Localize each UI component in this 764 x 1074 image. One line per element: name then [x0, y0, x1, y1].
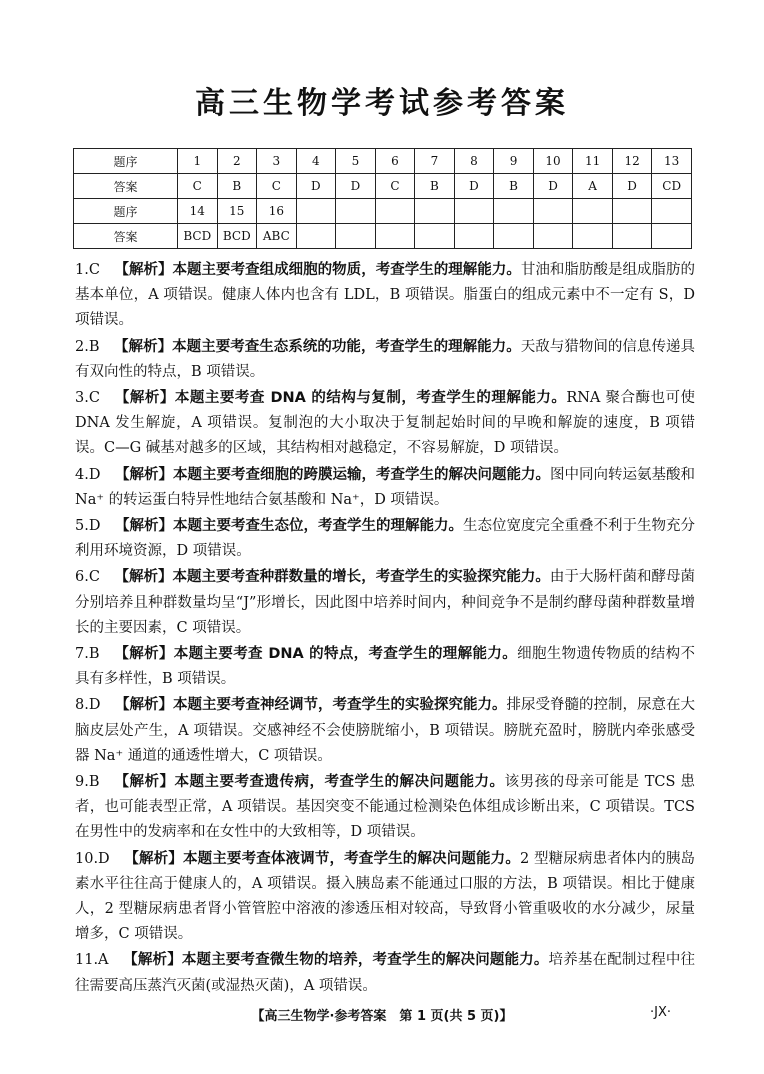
item-focus: 本题主要考查遗传病，考查学生的解决问题能力。 — [174, 774, 505, 791]
answer-table-cell: D — [612, 174, 652, 199]
analysis-tag: 【解析】 — [124, 850, 183, 867]
analysis-tag: 【解析】 — [114, 338, 173, 355]
explanation-item — [75, 642, 695, 692]
answer-table-cell: 10 — [533, 149, 573, 174]
item-number: 11.A — [75, 952, 109, 969]
item-number: 9.B — [75, 774, 100, 791]
page-title: 高三生物学考试参考答案 — [195, 86, 569, 121]
item-text: 培养基在配制过程中往往需要高压蒸汽灭菌(或湿热灭菌)，A 项错误。 — [75, 952, 696, 994]
answer-table-cell — [533, 224, 573, 249]
answer-table-cell: B — [415, 174, 455, 199]
analysis-tag: 【解析】 — [114, 569, 173, 586]
analysis-tag: 【解析】 — [114, 697, 173, 714]
analysis-tag: 【解析】 — [114, 774, 175, 791]
item-number: 10.D — [75, 850, 110, 867]
analysis-tag: 【解析】 — [114, 390, 175, 407]
item-number: 8.D — [75, 697, 101, 714]
item-focus: 本题主要考查细胞的跨膜运输，考查学生的解决问题能力。 — [172, 466, 551, 483]
answer-table — [73, 148, 692, 249]
answer-table-cell — [652, 199, 692, 224]
answer-table-cell — [415, 224, 455, 249]
analysis-tag: 【解析】 — [114, 646, 174, 663]
answer-table-cell — [375, 224, 415, 249]
analysis-tag: 【解析】 — [114, 262, 173, 278]
item-text: 生态位宽度完全重叠不利于生物充分利用环境资源，D 项错误。 — [75, 518, 696, 560]
item-number: 4.D — [75, 466, 101, 483]
answer-table-row — [74, 224, 692, 249]
answer-table-cell: 5 — [336, 149, 376, 174]
explanation-list — [75, 258, 695, 1000]
item-focus: 本题主要考查组成细胞的物质，考查学生的理解能力。 — [172, 262, 521, 278]
footer-code: ·JX· — [650, 1005, 672, 1020]
analysis-tag: 【解析】 — [114, 518, 173, 535]
item-number: 6.C — [75, 569, 100, 586]
explanation-item — [75, 514, 695, 564]
item-focus: 本题主要考查种群数量的增长，考查学生的实验探究能力。 — [172, 569, 550, 586]
item-focus: 本题主要考查生态位，考查学生的理解能力。 — [172, 518, 463, 535]
explanation-item — [75, 565, 695, 641]
answer-table-cell: C — [178, 174, 218, 199]
item-focus: 本题主要考查体液调节，考查学生的解决问题能力。 — [182, 850, 520, 867]
item-number: 1.C — [75, 262, 100, 278]
answer-table-cell — [573, 224, 613, 249]
answer-table-row — [74, 174, 692, 199]
answer-table-cell: 7 — [415, 149, 455, 174]
explanation-item — [75, 463, 695, 513]
item-text: RNA 聚合酶也可使 DNA 发生解旋，A 项错误。复制泡的大小取决于复制起始时间的早晚和解旋的速度，B 项错误。C—G 碱基对越多的区域，其结构相对越稳定，不容易解旋，D 项错误。 — [75, 390, 695, 457]
item-number: 2.B — [75, 338, 100, 355]
answer-table-cell — [573, 199, 613, 224]
answer-table-cell — [494, 224, 534, 249]
answer-table-cell — [336, 199, 376, 224]
analysis-tag: 【解析】 — [114, 466, 173, 483]
answer-table-cell — [494, 199, 534, 224]
answer-table-cell: D — [533, 174, 573, 199]
item-text: 排尿受脊髓的控制，尿意在大脑皮层处产生，A 项错误。交感神经不会使膀胱缩小，B 项错误。膀胱充盈时，膀胱内牵张感受器 Na⁺ 通道的通透性增大，C 项错误。 — [75, 697, 696, 764]
answer-table-cell: 8 — [454, 149, 494, 174]
item-text: 该男孩的母亲可能是 TCS 患者，也可能表型正常，A 项错误。基因突变不能通过检测染色体组成诊断出来，C 项错误。TCS 在男性中的发病率和在女性中的大致相等，D 项错误。 — [75, 774, 696, 841]
answer-table-cell: A — [573, 174, 613, 199]
answer-table-cell: D — [454, 174, 494, 199]
answer-table-cell — [454, 199, 494, 224]
answer-table-cell: D — [336, 174, 376, 199]
explanation-item — [75, 847, 695, 948]
answer-table-cell — [296, 199, 336, 224]
answer-table-cell — [454, 224, 494, 249]
answer-table-cell: BCD — [217, 224, 257, 249]
item-focus: 本题主要考查神经调节，考查学生的实验探究能力。 — [172, 697, 507, 714]
item-text: 由于大肠杆菌和酵母菌分别培养且种群数量均呈“J”形增长，因此图中培养时间内，种间竞争不是制约酵母菌种群数量增长的主要因素，C 项错误。 — [75, 569, 696, 636]
answer-table-cell: ABC — [257, 224, 297, 249]
answer-table-cell: 13 — [652, 149, 692, 174]
answer-table-cell: B — [494, 174, 534, 199]
answer-table-cell: 2 — [217, 149, 257, 174]
item-text: 细胞生物遗传物质的结构不具有多样性，B 项错误。 — [75, 646, 696, 688]
explanation-item — [75, 770, 695, 846]
answer-table-cell: C — [257, 174, 297, 199]
answer-table-cell: D — [296, 174, 336, 199]
answer-table-cell — [652, 224, 692, 249]
item-number: 3.C — [75, 390, 100, 407]
answer-table-cell: 14 — [178, 199, 218, 224]
answer-table-header-cell: 答案 — [74, 224, 178, 249]
answer-table-cell — [296, 224, 336, 249]
answer-table-cell — [533, 199, 573, 224]
answer-table-cell: C — [375, 174, 415, 199]
answer-table-cell: B — [217, 174, 257, 199]
item-text: 天敌与猎物间的信息传递具有双向性的特点，B 项错误。 — [75, 338, 696, 380]
item-text: 2 型糖尿病患者体内的胰岛素水平往往高于健康人的，A 项错误。摄入胰岛素不能通过口服的方法，B 项错误。相比于健康人，2 型糖尿病患者肾小管管腔中溶液的渗透压相对较高，导致肾小管重吸收的水分减少，尿量增多，C 项错误。 — [75, 850, 696, 943]
explanation-item — [75, 335, 695, 385]
answer-table-cell: CD — [652, 174, 692, 199]
answer-table-cell: 16 — [257, 199, 297, 224]
item-text: 图中同向转运氨基酸和 Na⁺ 的转运蛋白特异性地结合氨基酸和 Na⁺，D 项错误。 — [75, 466, 696, 508]
answer-table-row — [74, 149, 692, 174]
item-number: 5.D — [75, 518, 101, 535]
answer-table-cell: 6 — [375, 149, 415, 174]
explanation-item — [75, 386, 695, 462]
answer-table-cell: 11 — [573, 149, 613, 174]
item-focus: 本题主要考查 DNA 的特点，考查学生的理解能力。 — [173, 646, 518, 663]
page-footer: 【高三生物学·参考答案 第 1 页(共 5 页)】 — [251, 1009, 513, 1024]
answer-table-row — [74, 199, 692, 224]
analysis-tag: 【解析】 — [123, 952, 182, 969]
item-focus: 本题主要考查微生物的培养，考查学生的解决问题能力。 — [181, 952, 549, 969]
answer-table-cell — [612, 224, 652, 249]
explanation-item — [75, 693, 695, 769]
answer-table-cell: 3 — [257, 149, 297, 174]
item-text: 甘油和脂肪酸是组成脂肪的基本单位，A 项错误。健康人体内也含有 LDL，B 项错误。脂蛋白的组成元素中不一定有 S，D 项错误。 — [75, 262, 696, 329]
answer-table-header-cell: 答案 — [74, 174, 178, 199]
answer-table-cell — [336, 224, 376, 249]
answer-table-cell — [612, 199, 652, 224]
item-focus: 本题主要考查 DNA 的结构与复制，考查学生的理解能力。 — [174, 390, 567, 407]
answer-table-cell: 4 — [296, 149, 336, 174]
answer-table-header-cell: 题序 — [74, 149, 178, 174]
explanation-item — [75, 948, 695, 998]
answer-table-cell: 15 — [217, 199, 257, 224]
item-number: 7.B — [75, 646, 100, 663]
answer-table-cell — [415, 199, 455, 224]
answer-table-cell: BCD — [178, 224, 218, 249]
answer-table-header-cell: 题序 — [74, 199, 178, 224]
explanation-item — [75, 258, 695, 334]
answer-table-cell — [375, 199, 415, 224]
item-focus: 本题主要考查生态系统的功能，考查学生的理解能力。 — [172, 338, 521, 355]
answer-table-cell: 12 — [612, 149, 652, 174]
answer-table-cell: 9 — [494, 149, 534, 174]
answer-table-cell: 1 — [178, 149, 218, 174]
